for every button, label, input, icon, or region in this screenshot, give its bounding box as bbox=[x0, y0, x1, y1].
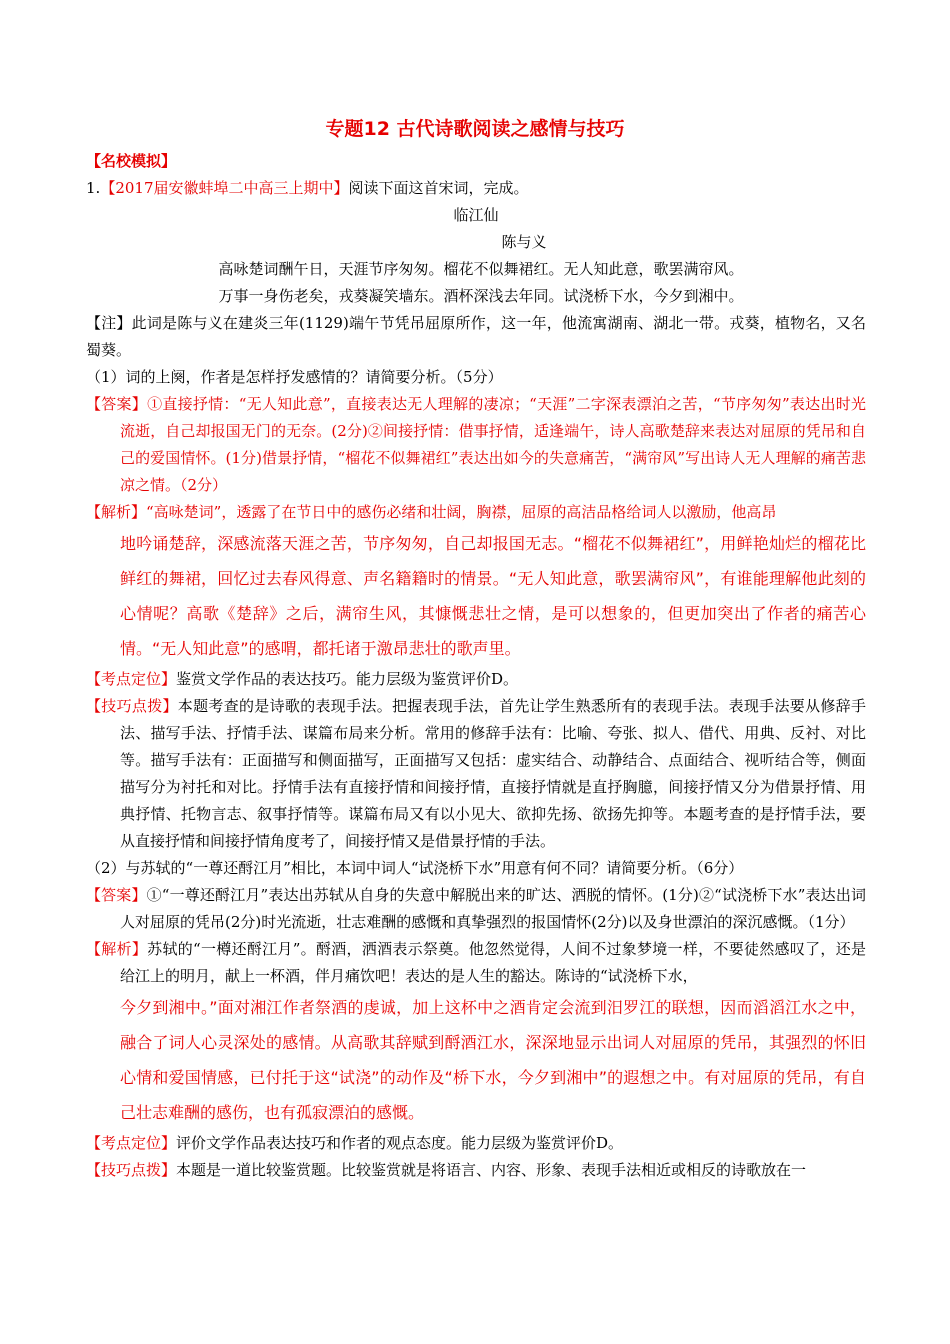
point-tag: 【考点定位】 bbox=[86, 670, 177, 688]
question-source: 【2017届安徽蚌埠二中高三上期中】 bbox=[100, 179, 349, 197]
document-body bbox=[86, 148, 866, 1184]
point-text: 评价文学作品表达技巧和作者的观点态度。能力层级为鉴赏评价D。 bbox=[176, 1134, 624, 1152]
analysis-text: “高咏楚词”，透露了在节日中的感伤必绪和壮阔，胸襟，屈原的高洁品格给词人以激励，他高昂 bbox=[146, 503, 777, 521]
analysis-tag: 【解析】 bbox=[86, 940, 148, 958]
analysis-1-first bbox=[86, 499, 866, 526]
question-prompt: 阅读下面这首宋词，完成。 bbox=[348, 179, 529, 197]
note bbox=[86, 310, 866, 364]
poem-author: 陈与义 bbox=[501, 233, 547, 251]
question-1-header bbox=[86, 175, 866, 202]
page-title: 专题12 古代诗歌阅读之感情与技巧 bbox=[325, 118, 625, 140]
tip-tag: 【技巧点拨】 bbox=[86, 1161, 177, 1179]
point-1 bbox=[86, 666, 866, 693]
note-tag: 【注】 bbox=[86, 314, 132, 332]
point-tag: 【考点定位】 bbox=[86, 1134, 177, 1152]
answer-text: ①“一尊还酹江月”表达出苏轼从自身的失意中解脱出来的旷达、洒脱的情怀。(1分)②“试浇桥下水”表达出词人对屈原的凭吊(2分)时光流逝，壮志难酬的感慨和真挚强烈的报国情怀(2分)以及身世漂泊的深沉感慨。（1分） bbox=[120, 886, 866, 931]
tip-2 bbox=[86, 1157, 866, 1184]
analysis-tag: 【解析】 bbox=[86, 503, 147, 521]
answer-1 bbox=[86, 391, 866, 499]
section-label: 【名校模拟】 bbox=[86, 152, 177, 170]
answer-tag: 【答案】 bbox=[86, 886, 147, 904]
tip-text: 本题是一道比较鉴赏题。比较鉴赏就是将语言、内容、形象、表现手法相近或相反的诗歌放在一 bbox=[176, 1161, 807, 1179]
analysis-2-first bbox=[86, 936, 866, 990]
poem-line: 高咏楚词酬午日，天涯节序匆匆。榴花不似舞裙红。无人知此意，歌罢满帘风。 bbox=[218, 260, 744, 278]
analysis-2-rest: 今夕到湘中。”面对湘江作者祭酒的虔诚，加上这杯中之酒肯定会流到汨罗江的联想，因而滔滔江水之中，融合了词人心灵深处的感情。从高歌其辞赋到酹酒江水，深深地显示出词人对屈原的凭吊，其强烈的怀旧心情和爱国情感，已付托于这“试浇”的动作及“桥下水，今夕到湘中”的遐想之中。有对屈原的凭吊，有自己壮志难酬的感伤，也有孤寂漂泊的感慨。 bbox=[120, 998, 866, 1122]
tip-tag: 【技巧点拨】 bbox=[86, 697, 178, 715]
tip-text: 本题考查的是诗歌的表现手法。把握表现手法，首先让学生熟悉所有的表现手法。表现手法要从修辞手法、描写手法、抒情手法、谋篇布局来分析。常用的修辞手法有：比喻、夸张、拟人、借代、用典、反衬、对比等。描写手法有：正面描写和侧面描写，正面描写又包括：虚实结合、动静结合、点面结合、视听结合等，侧面描写分为衬托和对比。抒情手法有直接抒情和间接抒情，直接抒情就是直抒胸臆，间接抒情又分为借景抒情、用典抒情、托物言志、叙事抒情等。谋篇布局又有以小见大、欲抑先扬、欲扬先抑等。本题考查的是抒情手法，要从直接抒情和间接抒情角度考了，间接抒情又是借景抒情的手法。 bbox=[120, 697, 866, 850]
answer-text: ①直接抒情：“无人知此意”，直接表达无人理解的凄凉；“天涯”二字深表漂泊之苦，“节序匆匆”表达出时光流逝，自己却报国无门的无奈。(2分)②间接抒情：借事抒情，适逢端午，诗人高歌楚辞来表达对屈原的凭吊和自己的爱国情怀。(1分)借景抒情，“榴花不似舞裙红”表达出如今的失意痛苦，“满帘风”写出诗人无人理解的痛苦悲凉之情。（2分） bbox=[120, 395, 866, 494]
question-number: 1. bbox=[86, 179, 101, 197]
point-2 bbox=[86, 1130, 866, 1157]
sub-question-1: （1）词的上阕，作者是怎样抒发感情的？请简要分析。（5分） bbox=[86, 368, 503, 386]
sub-question-2: （2）与苏轼的“一尊还酹江月”相比，本词中词人“试浇桥下水”用意有何不同？请简要分析。（6分） bbox=[86, 859, 744, 877]
analysis-1-rest: 地吟诵楚辞，深感流落天涯之苦，节序匆匆，自己却报国无志。“榴花不似舞裙红”，用鲜艳灿烂的榴花比鲜红的舞裙，回忆过去春风得意、声名籍籍时的情景。“无人知此意，歌罢满帘风”，有谁能理解他此刻的心情呢？高歌《楚辞》之后，满帘生风，其慷慨悲壮之情，是可以想象的，但更加突出了作者的痛苦心情。“无人知此意”的感喟，都托诸于激昂悲壮的歌声里。 bbox=[120, 534, 866, 658]
poem-line: 万事一身伤老矣，戎葵凝笑墙东。酒杯深浅去年同。试浇桥下水，今夕到湘中。 bbox=[218, 287, 744, 305]
tip-1 bbox=[86, 693, 866, 855]
analysis-text: 苏轼的“一樽还酹江月”。酹酒，洒酒表示祭奠。他忽然觉得，人间不过象梦境一样，不要徒然感叹了，还是给江上的明月，献上一杯酒，伴月痛饮吧！表达的是人生的豁达。陈诗的“试浇桥下水， bbox=[120, 940, 866, 985]
note-text: 此词是陈与义在建炎三年(1129)端午节凭吊屈原所作，这一年，他流寓湖南、湖北一带。戎葵，植物名，又名蜀葵。 bbox=[86, 314, 866, 359]
answer-tag: 【答案】 bbox=[86, 395, 148, 413]
answer-2 bbox=[86, 882, 866, 936]
poem-title: 临江仙 bbox=[453, 206, 499, 224]
point-text: 鉴赏文学作品的表达技巧。能力层级为鉴赏评价D。 bbox=[176, 670, 519, 688]
